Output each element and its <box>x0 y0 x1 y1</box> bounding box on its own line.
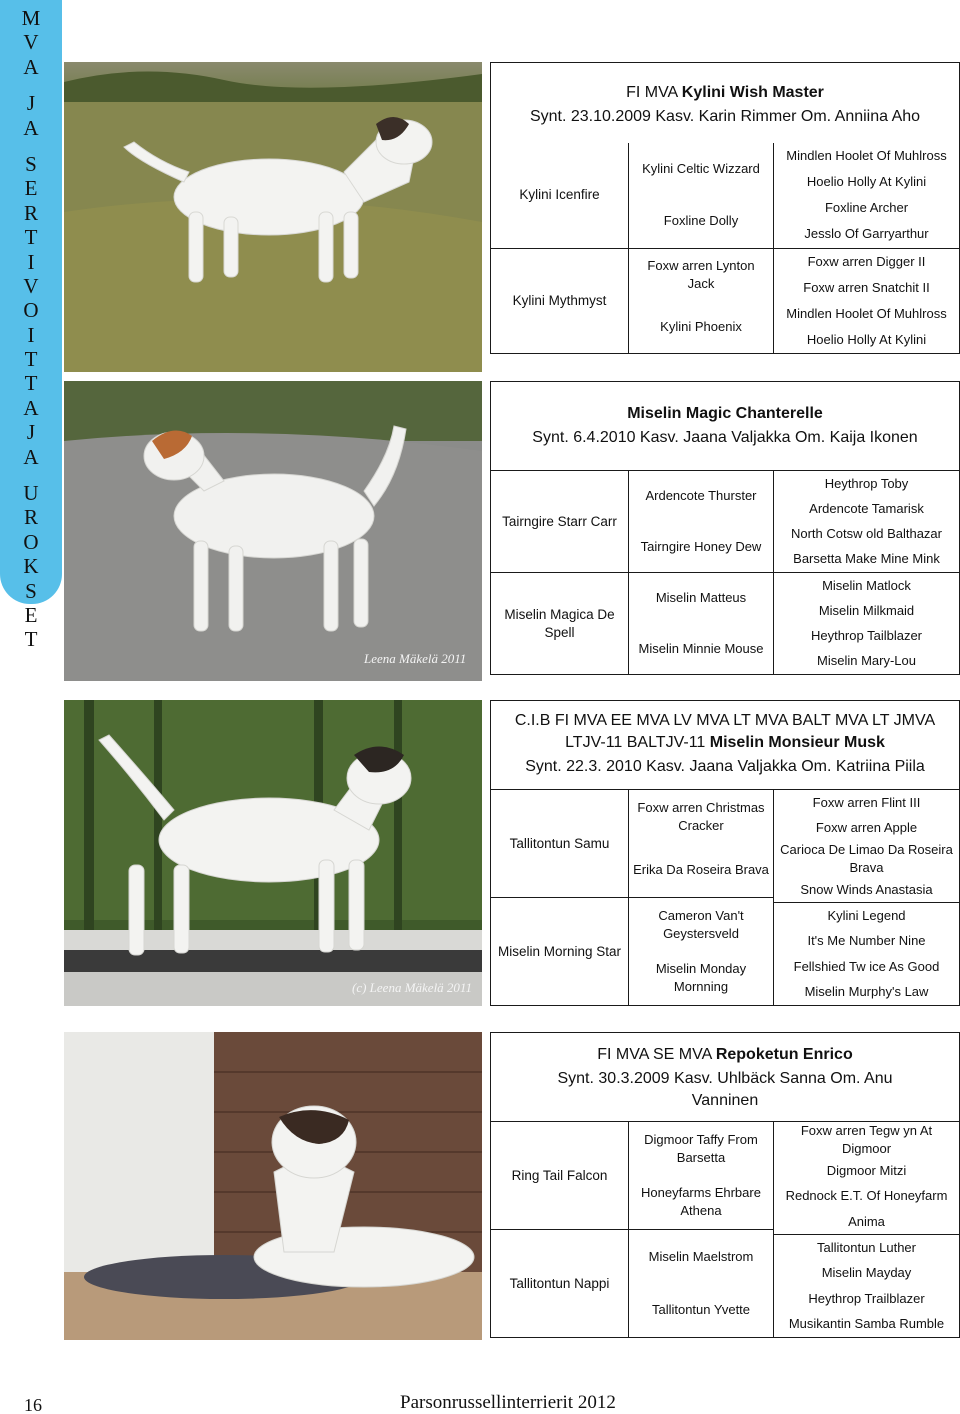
grandparent-cell: Foxline Dolly <box>663 213 739 229</box>
great-grandparent-cell: Heythrop Tailblazer <box>810 628 923 644</box>
pedigree-title <box>491 709 959 733</box>
photo-caption-2: Leena Mäkelä 2011 <box>364 651 467 666</box>
great-grandparent-cell: Miselin Mary-Lou <box>817 653 916 669</box>
birth-line: Synt. 23.10.2009 Kasv. Karin Rimmer Om. Anniina Aho <box>529 108 921 125</box>
publication-title: Parsonrussellinterrierit 2012 <box>400 1392 616 1413</box>
grandparent-cell: Digmoor Taffy From Barsetta <box>644 1131 758 1165</box>
banner-letter: T <box>24 371 38 396</box>
pedigree-birth-line-2 <box>491 1089 959 1113</box>
parent-cell: Kylini Mythmyst <box>491 248 628 354</box>
great-grandparent-cell: Foxw arren Tegw yn At Digmoor <box>800 1123 933 1156</box>
parents-column <box>491 143 629 353</box>
pedigree-box-3 <box>490 700 960 1006</box>
pedigree-title <box>491 402 959 426</box>
banner-gap <box>0 79 62 91</box>
parent-cell: Ring Tail Falcon <box>511 1167 608 1183</box>
great-grandparent-cell: Snow Winds Anastasia <box>800 881 933 897</box>
title-prefix: FI MVA <box>626 84 682 101</box>
banner-letter: T <box>24 627 38 652</box>
dog-name: Repoketun Enrico <box>715 1046 853 1063</box>
parent-cell: Tallitontun Samu <box>509 835 610 851</box>
great-grandparents-column <box>774 1122 959 1337</box>
pedigree-box-4 <box>490 1032 960 1338</box>
grandparent-cell: Kylini Celtic Wizzard <box>642 161 760 177</box>
banner-letter: A <box>23 395 39 420</box>
grandparent-cell: Cameron Van't Geystersveld <box>629 897 773 952</box>
side-banner-letters <box>0 6 62 652</box>
great-grandparent-cell: Anima <box>848 1213 885 1229</box>
great-grandparent-cell: Rednock E.T. Of Honeyfarm <box>785 1188 948 1204</box>
banner-letter: E <box>24 176 38 201</box>
great-grandparent-cell: Heythrop Trailblazer <box>808 1290 925 1306</box>
parent-cell: Tairngire Starr Carr <box>502 513 617 529</box>
banner-letter: R <box>23 505 38 530</box>
grandparent-cell: Foxw arren Christmas Cracker <box>637 799 765 833</box>
banner-letter: V <box>23 273 39 298</box>
banner-letter: V <box>23 30 39 55</box>
banner-gap <box>0 469 62 481</box>
grandparent-cell: Foxw arren Lynton Jack <box>629 248 773 301</box>
grandparent-cell: Kylini Phoenix <box>660 318 742 334</box>
great-grandparents-column <box>774 143 959 353</box>
pedigree-birth-line <box>491 755 959 779</box>
title-line: C.I.B FI MVA EE MVA LV MVA LT MVA BALT MVA LT JMVA <box>514 712 936 729</box>
title-prefix: LTJV-11 BALTJV-11 <box>565 734 710 751</box>
great-grandparent-cell: Digmoor Mitzi <box>826 1162 907 1178</box>
pedigree-grid <box>491 1121 959 1337</box>
great-grandparent-cell: North Cotsw old Balthazar <box>790 526 942 542</box>
banner-letter: T <box>24 347 38 372</box>
great-grandparent-cell: Miselin Murphy's Law <box>804 984 929 1000</box>
pedigree-grid <box>491 143 959 353</box>
parent-cell: Miselin Morning Star <box>491 897 628 1005</box>
great-grandparent-cell: Carioca De Limao Da Roseira Brava <box>780 841 953 875</box>
great-grandparent-cell: Jesslo Of Garryarthur <box>804 226 929 242</box>
grandparent-cell: Tairngire Honey Dew <box>640 538 762 554</box>
banner-letter: A <box>23 444 39 469</box>
great-grandparent-cell: Miselin Matlock <box>774 572 959 598</box>
banner-letter: I <box>27 322 35 347</box>
page-number: 16 <box>24 1395 42 1414</box>
parent-cell: Miselin Magica De Spell <box>491 572 628 674</box>
great-grandparent-cell: Miselin Milkmaid <box>818 602 915 618</box>
banner-letter: J <box>26 420 36 445</box>
pedigree-grid <box>491 470 959 674</box>
grandparent-cell: Ardencote Thurster <box>645 488 757 504</box>
parents-column <box>491 471 629 674</box>
banner-letter: T <box>24 225 38 250</box>
grandparent-cell: Miselin Maelstrom <box>629 1229 773 1284</box>
grandparent-cell: Honeyfarms Ehrbare Athena <box>641 1185 761 1219</box>
banner-letter: A <box>23 54 39 79</box>
banner-letter: J <box>26 91 36 116</box>
great-grandparent-cell: Foxline Archer <box>824 200 909 216</box>
banner-letter: R <box>23 200 38 225</box>
banner-letter: S <box>25 578 37 603</box>
birth-line: Synt. 22.3. 2010 Kasv. Jaana Valjakka Om. Katriina Piila <box>525 758 925 775</box>
great-grandparent-cell: Kylini Legend <box>774 902 959 928</box>
grandparent-cell: Miselin Monday Mornning <box>655 961 747 995</box>
great-grandparent-cell: Tallitontun Luther <box>774 1234 959 1260</box>
grandparent-cell: Miselin Minnie Mouse <box>638 640 764 656</box>
banner-letter: O <box>23 529 39 554</box>
banner-letter: K <box>23 554 39 579</box>
banner-letter: A <box>23 115 39 140</box>
photo-caption-3: (c) Leena Mäkelä 2011 <box>352 980 472 995</box>
great-grandparents-column <box>774 471 959 674</box>
great-grandparent-cell: Foxw arren Flint III <box>812 794 921 810</box>
dog-photo-3 <box>64 700 482 1006</box>
great-grandparent-cell: Foxw arren Digger II <box>774 248 959 275</box>
banner-letter: U <box>23 481 39 506</box>
banner-letter: M <box>21 6 41 30</box>
dog-name: Miselin Monsieur Musk <box>709 734 885 751</box>
dog-photo-4 <box>64 1032 482 1340</box>
great-grandparent-cell: Fellshied Tw ice As Good <box>793 958 940 974</box>
dog-name: Miselin Magic Chanterelle <box>627 405 823 422</box>
pedigree-grid <box>491 789 959 1005</box>
title-prefix: FI MVA SE MVA <box>597 1046 716 1063</box>
parent-cell: Tallitontun Nappi <box>491 1229 628 1337</box>
pedigree-birth-line <box>491 1067 959 1091</box>
banner-gap <box>0 140 62 152</box>
great-grandparent-cell: It's Me Number Nine <box>807 933 926 949</box>
grandparents-column <box>629 471 774 674</box>
pedigree-birth-line <box>491 426 959 450</box>
great-grandparent-cell: Hoelio Holly At Kylini <box>806 174 927 190</box>
banner-letter: I <box>27 249 35 274</box>
parents-column <box>491 1122 629 1337</box>
pedigree-birth-line <box>491 105 959 129</box>
great-grandparent-cell: Musikantin Samba Rumble <box>788 1316 945 1332</box>
birth-line: Vanninen <box>691 1092 759 1109</box>
great-grandparent-cell: Ardencote Tamarisk <box>809 500 924 516</box>
great-grandparent-cell: Mindlen Hoolet Of Muhlross <box>786 148 947 164</box>
dog-photo-1 <box>64 62 482 372</box>
great-grandparent-cell: Hoelio Holly At Kylini <box>806 331 927 347</box>
grandparents-column <box>629 1122 774 1337</box>
pedigree-box-2 <box>490 381 960 675</box>
birth-line: Synt. 6.4.2010 Kasv. Jaana Valjakka Om. Kaija Ikonen <box>532 429 918 446</box>
great-grandparent-cell: Mindlen Hoolet Of Muhlross <box>786 305 947 321</box>
great-grandparent-cell: Foxw arren Apple <box>815 820 918 836</box>
great-grandparent-cell: Barsetta Make Mine Mink <box>793 551 940 567</box>
grandparent-cell: Erika Da Roseira Brava <box>633 862 769 878</box>
pedigree-title-line-2 <box>491 731 959 755</box>
grandparents-column <box>629 790 774 1005</box>
pedigree-title <box>491 81 959 105</box>
banner-letter: E <box>24 602 38 627</box>
great-grandparent-cell: Heythrop Toby <box>824 475 909 491</box>
grandparents-column <box>629 143 774 353</box>
dog-name: Kylini Wish Master <box>681 84 824 101</box>
grandparent-cell: Miselin Matteus <box>629 572 773 624</box>
great-grandparent-cell: Miselin Mayday <box>821 1265 912 1281</box>
parent-cell: Kylini Icenfire <box>519 187 600 203</box>
birth-line: Synt. 30.3.2009 Kasv. Uhlbäck Sanna Om. Anu <box>557 1070 893 1087</box>
great-grandparents-column <box>774 790 959 1005</box>
banner-letter: S <box>25 151 37 176</box>
great-grandparent-cell: Foxw arren Snatchit II <box>803 279 930 295</box>
pedigree-title <box>491 1043 959 1067</box>
dog-photo-2 <box>64 381 482 681</box>
grandparent-cell: Tallitontun Yvette <box>651 1302 751 1318</box>
pedigree-box-1 <box>490 62 960 354</box>
parents-column <box>491 790 629 1005</box>
banner-letter: O <box>23 298 39 323</box>
